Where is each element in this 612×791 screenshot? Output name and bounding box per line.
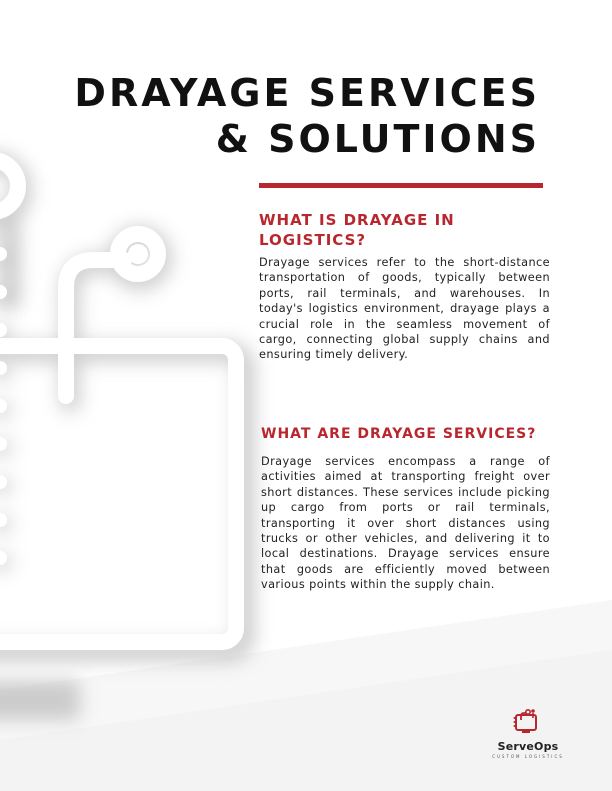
section-body-what-is-drayage: Drayage services refer to the short-distance transportation of goods, typically between ports, rail terminals, and warehouses. In today's logistics environment, drayage plays a crucial role in the seamless movement of cargo, connecting global supply chains and ensuring timely delivery. xyxy=(259,256,550,362)
section-heading-what-are-services: WHAT ARE DRAYAGE SERVICES? xyxy=(261,426,537,442)
brand-tagline: CUSTOM LOGISTICS xyxy=(492,754,564,759)
section-heading-what-is-drayage: WHAT IS DRAYAGE IN LOGISTICS? xyxy=(259,211,455,249)
title-line-1: DRAYAGE SERVICES xyxy=(74,71,540,115)
title-divider xyxy=(259,183,543,188)
title-line-2: & SOLUTIONS xyxy=(215,117,540,161)
brand-name: ServeOps xyxy=(497,740,559,753)
brand-logo xyxy=(478,706,578,759)
computer-circuit-icon xyxy=(513,706,543,736)
section-body-what-are-services: Drayage services encompass a range of activities aimed at transporting freight over short distances. These services include picking up cargo from ports or rail terminals, transporting it over short distances using trucks or other vehicles, and delivering it to local destinations. Drayage services ensure that goods are efficiently moved between various points within the supply chain. xyxy=(261,455,550,592)
page-title xyxy=(74,70,540,162)
